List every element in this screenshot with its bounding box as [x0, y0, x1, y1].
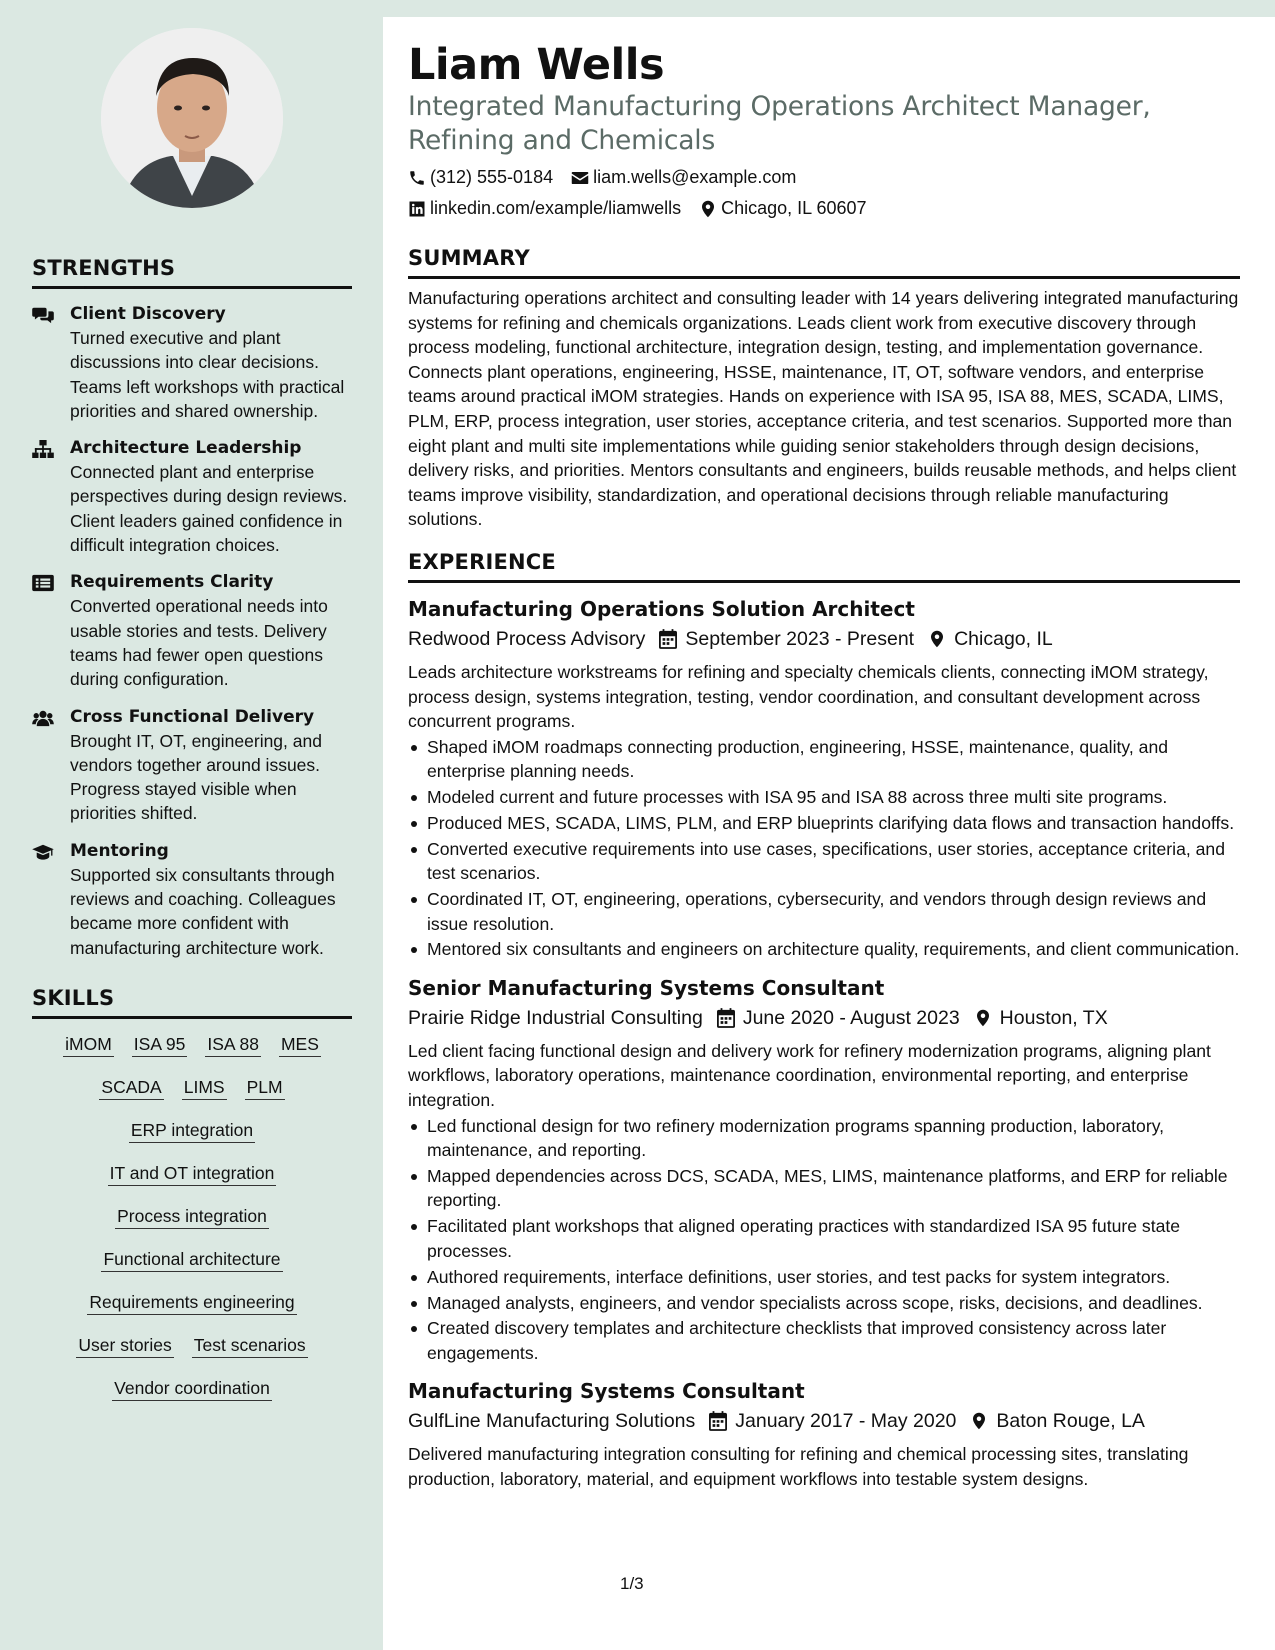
list-item: Created discovery templates and architecture checklists that improved consistency across later engagements.: [408, 1316, 1240, 1365]
summary-text: Manufacturing operations architect and consulting leader with 14 years delivering integrated manufacturing systems for refining and chemicals organizations. Leads client work from executive discovery through process modeling, functional architecture, integration design, testing, and implementation governance. Connects plant operations, engineering, HSSE, maintenance, IT, OT, software vendors, and enterprise teams around practical iMOM strategies. Hands on experience with ISA 95, ISA 88, MES, SCADA, LIMS, PLM, ERP, process integration, user stories, acceptance criteria, and test scenarios. Supported more than eight plant and multi site implementations while guiding senior stakeholders through design decisions, delivery risks, and priorities. Mentors consultants and engineers, builds reusable methods, and helps client teams improve visibility, standardization, and operational decisions through reliable manufacturing solutions.: [408, 288, 1239, 530]
job-dates: September 2023 - Present: [685, 627, 915, 650]
job-bullets: [408, 1114, 1240, 1366]
job-title: Senior Manufacturing Systems Consultant: [408, 975, 885, 1000]
list-item: Mapped dependencies across DCS, SCADA, MES, LIMS, maintenance platforms, and ERP for reliable reporting.: [408, 1164, 1240, 1213]
list-item: Produced MES, SCADA, LIMS, PLM, and ERP blueprints clarifying data flows and transaction handoffs.: [408, 811, 1240, 835]
comments-icon: [32, 303, 70, 423]
strength-item: [32, 571, 352, 691]
strength-title: Cross Functional Delivery: [70, 706, 315, 727]
skill-tag: Test scenarios: [192, 1334, 308, 1358]
list-icon: [32, 571, 70, 691]
skill-tag: Requirements engineering: [87, 1291, 296, 1315]
location-contact: [699, 193, 866, 224]
list-item: Led functional design for two refinery modernization programs spanning production, laboratory, maintenance, and reporting.: [408, 1114, 1240, 1163]
strength-desc: Supported six consultants through reviews and coaching. Colleagues became more confident with manufacturing architecture work.: [70, 864, 336, 958]
job-bullets: [408, 735, 1240, 962]
skills-section: [32, 986, 352, 1401]
skill-tag: ERP integration: [129, 1119, 255, 1143]
strength-title: Client Discovery: [70, 304, 226, 324]
list-item: Authored requirements, interface definitions, user stories, and test packs for system integrators.: [408, 1265, 1240, 1289]
skill-tag: IT and OT integration: [108, 1162, 277, 1186]
list-item: Modeled current and future processes with ISA 95 and ISA 88 across three multi site programs.: [408, 785, 1240, 809]
candidate-headline: Integrated Manufacturing Operations Architect Manager, Refining and Chemicals: [408, 91, 1151, 156]
strength-item: [32, 303, 352, 423]
strength-desc: Brought IT, OT, engineering, and vendors together around issues. Progress stayed visible when priorities shifted.: [70, 730, 322, 824]
job-description: Leads architecture workstreams for refining and specialty chemicals clients, connecting iMOM strategy, process design, systems integration, testing, vendor coordination, and consultant development across concurrent programs.: [408, 661, 1209, 732]
list-item: Coordinated IT, OT, engineering, operations, cybersecurity, and vendors through design reviews and issue resolution.: [408, 887, 1240, 936]
top-accent-strip: [383, 0, 1275, 17]
map-marker-icon: [974, 1008, 992, 1028]
skill-tag: MES: [279, 1033, 321, 1057]
strength-item: [32, 706, 352, 826]
phone-contact: [408, 162, 553, 193]
calendar-icon: [717, 1008, 735, 1028]
map-marker-icon: [970, 1411, 988, 1431]
strength-desc: Connected plant and enterprise perspectives during design reviews. Client leaders gained confidence in difficult integration choices.: [70, 462, 348, 556]
job-location: Houston, TX: [999, 1006, 1108, 1029]
skill-tag: ISA 95: [132, 1033, 188, 1057]
skill-tag: iMOM: [63, 1033, 114, 1057]
skill-tag: ISA 88: [205, 1033, 261, 1057]
job-entry: [408, 1377, 1240, 1491]
job-company: Prairie Ridge Industrial Consulting: [408, 1006, 703, 1029]
job-entry: [408, 595, 1240, 962]
job-meta: [408, 624, 1240, 654]
job-description: Led client facing functional design and delivery work for refinery modernization programs, aligning plant workflows, laboratory operations, maintenance coordination, environmental reporting, and enterprise integration.: [408, 1040, 1211, 1111]
job-location: Baton Rouge, LA: [996, 1410, 1145, 1433]
list-item: Facilitated plant workshops that aligned operating practices with standardized ISA 95 future state processes.: [408, 1214, 1240, 1263]
list-item: Mentored six consultants and engineers on architecture quality, requirements, and client communication.: [408, 937, 1240, 961]
job-title: Manufacturing Operations Solution Architect: [408, 596, 915, 621]
job-dates: June 2020 - August 2023: [742, 1006, 960, 1029]
strength-title: Requirements Clarity: [70, 572, 274, 593]
job-meta: [408, 1003, 1240, 1033]
strength-desc: Turned executive and plant discussions into clear decisions. Teams left workshops with practical priorities and shared ownership.: [70, 328, 345, 421]
skill-tag: Vendor coordination: [112, 1377, 272, 1401]
page-number: 1/3: [620, 1574, 644, 1593]
map-marker-icon: [928, 629, 946, 649]
location-text: Chicago, IL 60607: [721, 198, 867, 218]
strength-desc: Converted operational needs into usable stories and tests. Delivery teams had fewer open questions during configuration.: [70, 596, 328, 690]
job-location: Chicago, IL: [954, 627, 1053, 650]
linkedin-contact[interactable]: [408, 193, 681, 224]
envelope-icon: [571, 169, 589, 187]
candidate-name: Liam Wells: [408, 40, 665, 90]
skill-tag: LIMS: [182, 1076, 227, 1100]
job-meta: [408, 1406, 1240, 1436]
main-content: [408, 40, 1240, 1491]
list-item: Managed analysts, engineers, and vendor specialists across scope, risks, decisions, and deadlines.: [408, 1291, 1240, 1315]
email-contact[interactable]: [571, 162, 796, 193]
graduation-cap-icon: [32, 840, 70, 960]
calendar-icon: [709, 1411, 727, 1431]
job-title: Manufacturing Systems Consultant: [408, 1379, 805, 1404]
skill-tag: Process integration: [115, 1205, 269, 1229]
strength-item: [32, 437, 352, 557]
sitemap-icon: [32, 437, 70, 557]
phone-text: (312) 555-0184: [430, 167, 554, 187]
job-description: Delivered manufacturing integration consulting for refining and chemical processing sites, translating production, laboratory, material, and equipment workflows into testable system designs.: [408, 1444, 1189, 1489]
linkedin-icon: [408, 200, 426, 218]
skill-tag: User stories: [76, 1334, 173, 1358]
experience-heading: EXPERIENCE: [408, 550, 1240, 583]
email-text[interactable]: liam.wells@example.com: [593, 167, 797, 187]
skill-tag: PLM: [245, 1076, 285, 1100]
linkedin-text[interactable]: linkedin.com/example/liamwells: [430, 198, 682, 218]
job-dates: January 2017 - May 2020: [735, 1410, 957, 1433]
summary-heading: SUMMARY: [408, 246, 1240, 279]
strength-title: Architecture Leadership: [70, 438, 302, 459]
job-entry: [408, 974, 1240, 1365]
strength-title: Mentoring: [70, 840, 169, 861]
list-item: Shaped iMOM roadmaps connecting production, engineering, HSSE, maintenance, quality, and enterprise planning needs.: [408, 735, 1240, 784]
strength-item: [32, 840, 352, 960]
job-company: GulfLine Manufacturing Solutions: [408, 1410, 696, 1433]
experience-section: [408, 550, 1240, 1491]
skill-tag: SCADA: [99, 1076, 163, 1100]
skills-heading: SKILLS: [32, 986, 352, 1019]
skill-tag: Functional architecture: [101, 1248, 282, 1272]
map-marker-icon: [699, 200, 717, 218]
summary-section: [408, 246, 1240, 532]
calendar-icon: [659, 629, 677, 649]
job-company: Redwood Process Advisory: [408, 627, 646, 650]
phone-icon: [408, 169, 426, 187]
list-item: Converted executive requirements into use cases, specifications, user stories, acceptance criteria, and test scenarios.: [408, 837, 1240, 886]
profile-photo: [101, 28, 283, 208]
contact-info: [408, 162, 1240, 224]
skills-list: [32, 1033, 352, 1401]
sidebar-content: [32, 256, 352, 1420]
users-icon: [32, 706, 70, 826]
strengths-heading: STRENGTHS: [32, 256, 352, 289]
